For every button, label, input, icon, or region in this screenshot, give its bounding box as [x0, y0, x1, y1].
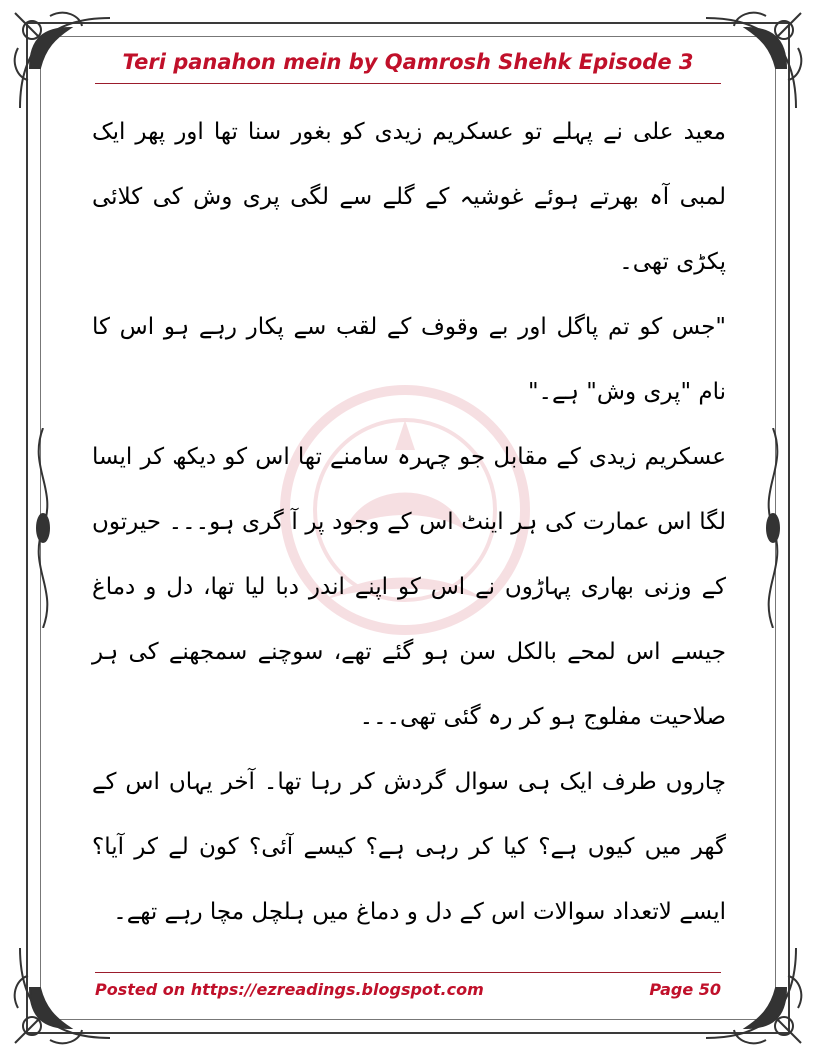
posted-on-link[interactable]: Posted on https://ezreadings.blogspot.com [95, 980, 484, 999]
paragraph: چاروں طرف ایک ہی سوال گردش کر رہا تھا۔ آخر یہاں اس کے گھر میں کیوں ہے؟ کیا کر رہی ہے؟ کیسے آئی؟ کون لے کر آیا؟ ایسے لاتعداد سوالات اس کے دل و دماغ میں ہلچل مچا رہے تھے۔ [92, 769, 726, 925]
side-ornament-icon [28, 428, 58, 628]
side-ornament-icon [758, 428, 788, 628]
paragraph: معید علی نے پہلے تو عسکریم زیدی کو بغور سنا تھا اور پھر ایک لمبی آہ بھرتے ہوئے غوشیہ کے گلے سے لگی پری وش کی کلائی پکڑی تھی۔ [92, 119, 726, 275]
document-title: Teri panahon mein by Qamrosh Shehk Episode 3 [122, 50, 694, 74]
paragraph: "جس کو تم پاگل اور بے وقوف کے لقب سے پکار رہے ہو اس کا نام "پری وش" ہے۔" [92, 314, 726, 405]
header-divider [95, 83, 721, 84]
page-number: Page 50 [649, 980, 721, 999]
footer-divider [95, 972, 721, 973]
paragraph: عسکریم زیدی کے مقابل جو چہرہ سامنے تھا اس کو دیکھ کر ایسا لگا اس عمارت کی ہر اینٹ اس کے وجود پر آ گری ہو۔۔۔ حیرتوں کے وزنی بھاری پہاڑوں نے اس کو اپنے اندر دبا لیا تھا، دل و دماغ جیسے اس لمحے بالکل سن ہو گئے تھے، سوچنے سمجھنے کی ہر صلاحیت مفلوج ہو کر رہ گئی تھی۔۔۔ [92, 444, 726, 730]
story-text [92, 100, 726, 945]
